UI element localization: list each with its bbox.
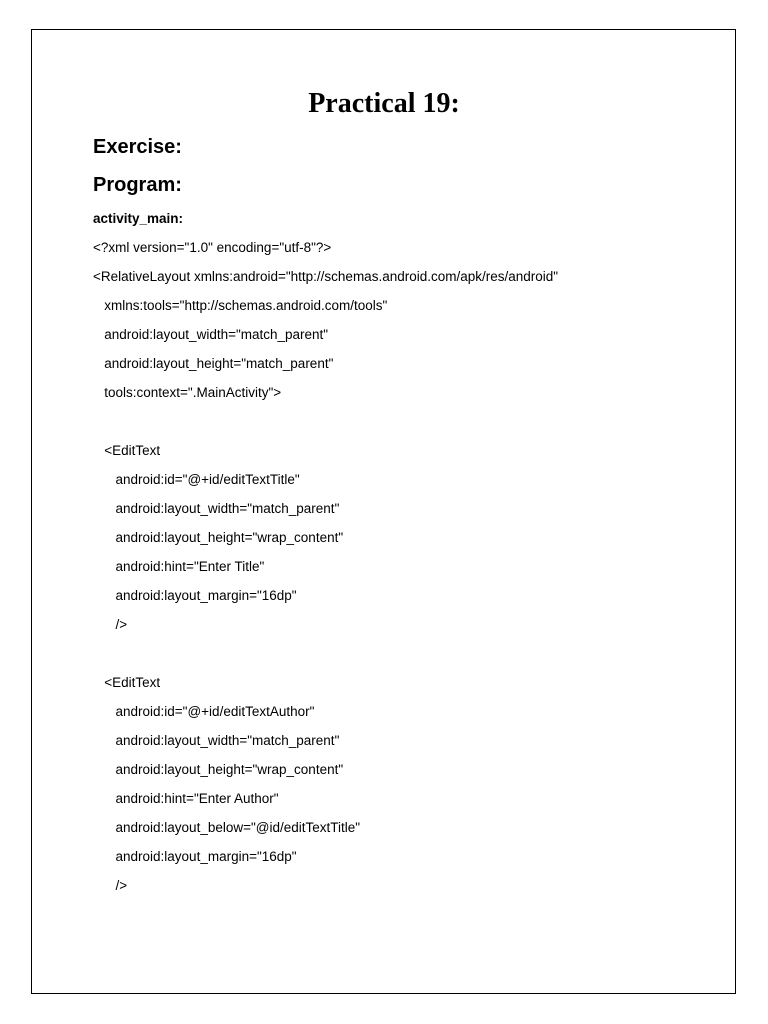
code-line: android:hint="Enter Author" <box>93 791 279 806</box>
code-line: android:layout_height="wrap_content" <box>93 530 344 545</box>
code-line: android:layout_margin="16dp" <box>93 588 297 603</box>
code-line: /> <box>93 878 128 893</box>
code-line: android:layout_height="wrap_content" <box>93 762 344 777</box>
code-line <box>93 644 558 673</box>
code-line: android:layout_height="match_parent" <box>93 356 334 371</box>
code-line: <?xml version="1.0" encoding="utf-8"?> <box>93 240 332 255</box>
code-line: <RelativeLayout xmlns:android="http://schemas.android.com/apk/res/android" <box>93 269 559 284</box>
page-title: Practical 19: <box>308 88 460 119</box>
code-line: android:layout_below="@id/editTextTitle" <box>93 820 361 835</box>
file-label: activity_main: <box>93 211 184 226</box>
code-line: xmlns:tools="http://schemas.android.com/tools" <box>93 298 388 313</box>
code-line <box>93 412 558 441</box>
code-line: android:layout_margin="16dp" <box>93 849 297 864</box>
code-line: android:layout_width="match_parent" <box>93 733 340 748</box>
code-line: <EditText <box>93 675 161 690</box>
code-line: tools:context=".MainActivity"> <box>93 385 282 400</box>
code-line: android:layout_width="match_parent" <box>93 501 340 516</box>
exercise-heading: Exercise: <box>93 136 182 158</box>
code-line: android:id="@+id/editTextTitle" <box>93 472 300 487</box>
code-line: android:id="@+id/editTextAuthor" <box>93 704 315 719</box>
code-line: <EditText <box>93 443 161 458</box>
code-line: android:hint="Enter Title" <box>93 559 265 574</box>
code-line: android:layout_width="match_parent" <box>93 327 329 342</box>
program-heading: Program: <box>93 174 182 196</box>
code-block <box>93 238 558 905</box>
code-line: /> <box>93 617 128 632</box>
